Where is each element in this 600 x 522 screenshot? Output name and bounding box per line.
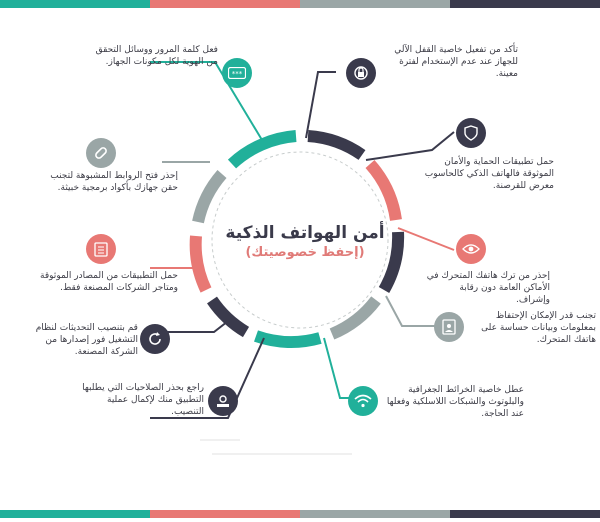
page-subtitle: (إحفظ خصوصيتك) (245, 245, 365, 260)
wifi-icon (348, 386, 378, 416)
tip-sensitive-data: تجنب قدر الإمكان الإحتفاظ بمعلومات وبيانات حساسة على هاتفك المتحرك. (481, 311, 596, 345)
link-icon (86, 138, 116, 168)
eye-icon (456, 234, 486, 264)
tip-suspicious-links: إحذر فتح الروابط المشبوهة لتجنب حقن جهازك بأكواد برمجية خبيثة. (50, 171, 178, 193)
tip-trusted-sources: حمل التطبيقات من المصادر الموثوقة ومتاجر الشركات المصنعة فقط. (40, 271, 178, 293)
tip-security-apps: حمل تطبيقات الحماية والأمان الموثوقة فالهاتف الذكي كالحاسوب معرض للقرصنة. (424, 157, 554, 191)
shield-icon (456, 118, 486, 148)
center-title (220, 222, 390, 262)
ring-segment (196, 236, 206, 290)
ring-segment (232, 136, 296, 164)
clipboard-icon (86, 234, 116, 264)
ring-segment (308, 136, 362, 155)
svg-text:***: *** (231, 70, 243, 78)
tip-app-permissions: راجع بحذر الصلاحيات التي يطلبها التطبيق منك لإكمال عملية التنصيب. (82, 383, 204, 417)
tip-disable-features: عطل خاصية الخرائط الجغرافية والبلوتوث والشبكات اللاسلكية وفعلها عند الحاجة. (386, 385, 524, 419)
ring-segment (256, 336, 320, 342)
refresh-icon (140, 324, 170, 354)
tip-password: فعل كلمة المرور ووسائل التحقق من الهوية لكل مكونات الجهاز. (95, 45, 218, 67)
tip-public-places: إحذر من ترك هاتفك المتحرك في الأماكن العامة دون رقابة وإشراف. (426, 271, 550, 305)
tip-os-updates: قم بتنصيب التحديثات لنظام التشغيل فور إصدارها من الشركة المصنعة. (35, 323, 138, 357)
page-title: أمن الهواتف الذكية (225, 223, 385, 243)
connector-line (324, 338, 352, 398)
ring-segment (332, 300, 376, 334)
connector-line (306, 72, 336, 138)
settings-download-icon (208, 386, 238, 416)
tip-auto-lock: تأكد من تفعيل خاصية القفل الآلي للجهاز عند عدم الإستخدام لفترة معينة. (394, 45, 518, 79)
sensitive-file-icon (434, 312, 464, 342)
ring-segment (212, 300, 246, 332)
password-icon (222, 58, 252, 88)
connector-line (398, 228, 454, 250)
ring-segment (198, 174, 222, 222)
auto-lock-icon (346, 58, 376, 88)
